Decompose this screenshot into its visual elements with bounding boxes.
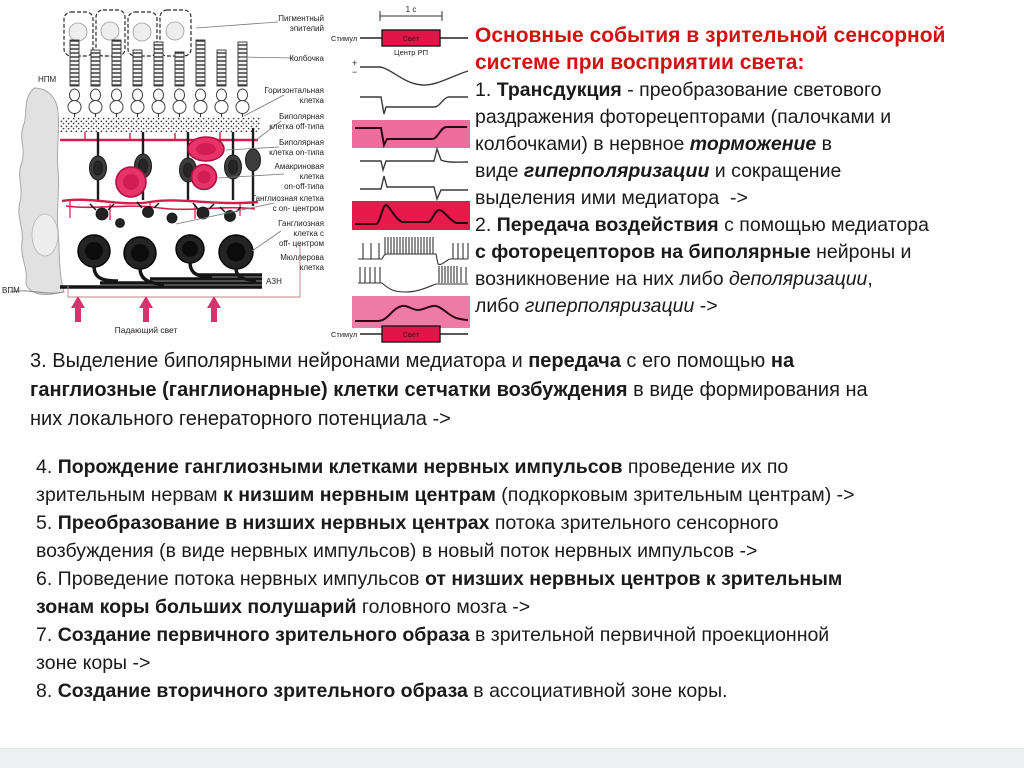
svg-text:Горизонтальная: Горизонтальная xyxy=(264,86,324,95)
svg-text:Ганглиозная клетка: Ганглиозная клетка xyxy=(251,194,324,203)
horizontal-cell-processes xyxy=(60,132,258,140)
svg-text:Стимул: Стимул xyxy=(331,34,358,43)
svg-text:клетка: клетка xyxy=(299,263,324,272)
light-label-top: Свет xyxy=(402,36,420,43)
svg-text:клетка: клетка xyxy=(299,172,324,181)
svg-text:Биполярная: Биполярная xyxy=(279,138,324,147)
trace-ganglion-off xyxy=(358,266,468,292)
label-bipolar-on xyxy=(269,138,324,157)
label-azn: АЗН xyxy=(266,277,282,286)
step-6-to-cortex: 6. Проведение потока нервных импульсов от низших нервных центров к зрительным зонам коры больших полушарий головного мозга -> xyxy=(36,568,843,618)
label-npm: НПМ xyxy=(38,75,57,84)
svg-text:клетка с: клетка с xyxy=(293,229,324,238)
trace-ganglion-on xyxy=(358,237,468,264)
ganglion-cells xyxy=(60,235,262,287)
trace-biphasic-off xyxy=(360,149,468,170)
label-vpm: ВПМ xyxy=(2,286,20,295)
svg-text:Мюллерова: Мюллерова xyxy=(280,253,324,262)
step-5-lower-centers: 5. Преобразование в низших нервных центрах потока зрительного сенсорного возбуждения (в виде нервных импульсов) в новый поток нервных импульсов -> xyxy=(36,512,779,562)
svg-text:эпителий: эпителий xyxy=(289,24,324,33)
pink-band-bipolar xyxy=(352,120,470,148)
response-traces-svg xyxy=(330,0,470,345)
retina-diagram-svg xyxy=(0,0,335,345)
trace-biphasic-on xyxy=(360,176,468,199)
main-points-top xyxy=(475,22,1020,320)
svg-text:клетка: клетка xyxy=(299,96,324,105)
svg-text:off- центром: off- центром xyxy=(278,239,324,248)
incident-light-arrows xyxy=(71,296,221,322)
svg-text:on-off-типа: on-off-типа xyxy=(284,182,324,191)
pigment-epithelium xyxy=(64,10,191,56)
trace-photoreceptor xyxy=(360,67,468,85)
svg-text:Амакриновая: Амакриновая xyxy=(274,162,324,171)
light-label-bottom: Свет xyxy=(402,332,420,339)
step-4-impulse-generation: 4. Порождение ганглиозными клетками нервных импульсов проведение их по зрительным нервам к низшим нервным центрам (подкорковым зрительным центрам) -> xyxy=(36,456,855,506)
crimson-band-amacrine xyxy=(352,201,470,230)
svg-text:с on- центром: с on- центром xyxy=(272,204,324,213)
minus-mark: − xyxy=(352,67,358,77)
time-scale-label: 1 с xyxy=(405,5,417,14)
label-ganglion-on xyxy=(252,194,325,213)
label-falling-light: Падающий свет xyxy=(114,325,178,335)
trace-horizontal-cell xyxy=(360,97,468,114)
footer-strip xyxy=(0,748,1024,768)
plus-mark: + xyxy=(352,58,358,68)
label-horizontal-cell xyxy=(264,86,324,105)
main-points-middle xyxy=(30,347,1015,434)
outer-plexiform-layer xyxy=(60,117,260,132)
pink-cells xyxy=(116,137,224,197)
stimulus-bottom xyxy=(331,326,468,342)
svg-text:Биполярная: Биполярная xyxy=(279,112,324,121)
svg-text:Стимул: Стимул xyxy=(331,330,358,339)
label-ganglion-off xyxy=(278,219,324,248)
label-amacrine xyxy=(274,162,324,191)
svg-text:клетка on-типа: клетка on-типа xyxy=(269,148,324,157)
svg-text:клетка off-типа: клетка off-типа xyxy=(269,122,324,131)
step-1-transduction: 1. Трансдукция - преобразование светового раздражения фоторецепторами (палочками и колбочками) в нервное торможение в виде гиперполяризации и сокращение выделения ими медиатора -> xyxy=(475,79,892,209)
step-8-secondary-image: 8. Создание вторичного зрительного образа в ассоциативной зоне коры. xyxy=(36,680,728,702)
label-bipolar-off xyxy=(269,112,324,131)
main-points-bottom xyxy=(36,453,1021,705)
rp-center-label: Центр РП xyxy=(394,48,428,57)
step-2-transmission: 2. Передача воздействия с помощью медиатора с фоторецепторов на биполярные нейроны и возникновение на них либо деполяризации, либо гиперполяризации -> xyxy=(475,214,929,317)
step-3-bipolar-to-ganglion: 3. Выделение биполярными нейронами медиатора и передача с его помощью на ганглиозные (ганглионарные) клетки сетчатки возбуждения в виде формирования на них локального генераторного потенциала -> xyxy=(30,350,868,430)
svg-text:Пигментный: Пигментный xyxy=(278,14,324,23)
label-cone: Колбочка xyxy=(289,54,324,63)
retina-diagram xyxy=(0,0,335,345)
stimulus-top xyxy=(331,30,468,57)
step-7-primary-image: 7. Создание первичного зрительного образа в зрительной первичной проекционной зоне коры -> xyxy=(36,624,830,674)
svg-text:Ганглиозная: Ганглиозная xyxy=(278,219,324,228)
response-traces xyxy=(330,0,470,345)
label-muller xyxy=(280,253,324,272)
pink-band-slow-wave xyxy=(352,296,470,328)
photoreceptors xyxy=(68,40,249,124)
muller-cell-shape xyxy=(19,88,64,294)
slide-title: Основные события в зрительной сенсорной системе при восприятии света: xyxy=(475,24,946,74)
label-pigment-epithelium xyxy=(278,14,324,33)
